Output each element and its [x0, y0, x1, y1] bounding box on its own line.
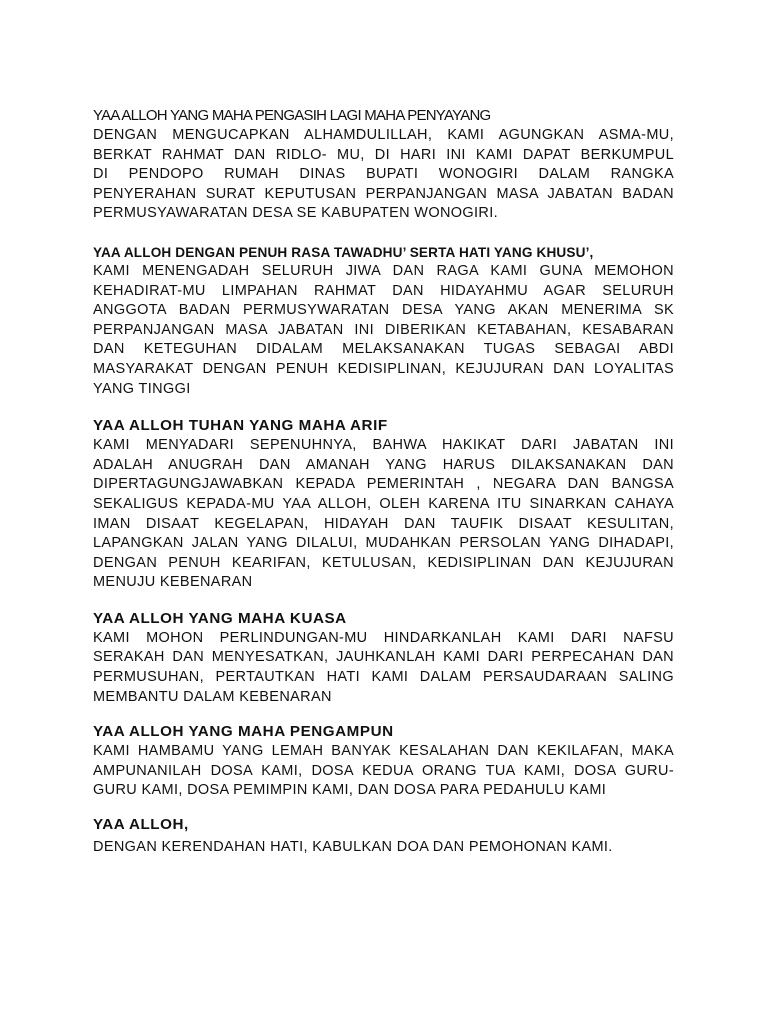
prayer-section-opening: [93, 106, 674, 224]
section-heading: YAA ALLOH YANG MAHA KUASA: [93, 609, 347, 627]
section-heading: YAA ALLOH DENGAN PENUH RASA TAWADHU’ SERTA HATI YANG KHUSU’,: [93, 244, 594, 260]
body-line: KAMI HAMBAMU YANG LEMAH BANYAK KESALAHAN DAN KEKILAFAN, MAKA: [93, 743, 674, 760]
section-body: [93, 436, 674, 593]
section-body: [93, 742, 674, 801]
body-line: KAMI MOHON PERLINDUNGAN-MU HINDARKANLAH KAMI DARI NAFSU: [93, 629, 674, 646]
prayer-section-maha-arif: [93, 416, 674, 593]
section-heading: YAA ALLOH YANG MAHA PENGASIH LAGI MAHA PENYAYANG: [93, 107, 491, 124]
body-line: DENGAN MENGUCAPKAN ALHAMDULILLAH, KAMI AGUNGKAN ASMA-MU,: [93, 127, 674, 143]
body-line: YANG TINGGI: [93, 380, 191, 397]
body-line: PERPANJANGAN MASA JABATAN INI DIBERIKAN KETABAHAN, KESABARAN: [93, 321, 674, 338]
section-heading: YAA ALLOH YANG MAHA PENGAMPUN: [93, 723, 394, 741]
body-line: GURU KAMI, DOSA PEMIMPIN KAMI, DAN DOSA PARA PEDAHULU KAMI: [93, 782, 607, 799]
body-line: SEKALIGUS KEPADA-MU YAA ALLOH, OLEH KARENA ITU SINARKAN CAHAYA: [93, 495, 674, 512]
body-line: ADALAH ANUGRAH DAN AMANAH YANG HARUS DILAKSANAKAN DAN: [93, 456, 674, 473]
section-body: [93, 629, 674, 707]
section-body: [93, 126, 674, 224]
body-line: ANGGOTA BADAN PERMUSYWARATAN DESA YANG AKAN MENERIMA SK: [93, 302, 674, 319]
section-heading: YAA ALLOH,: [93, 816, 189, 834]
body-line: DENGAN PENUH KEARIFAN, KETULUSAN, KEDISIPLINAN DAN KEJUJURAN: [93, 554, 674, 571]
prayer-section-maha-pengampun: [93, 722, 674, 801]
body-line: MEMBANTU DALAM KEBENARAN: [93, 688, 332, 705]
body-line: PERMUSYAWARATAN DESA SE KABUPATEN WONOGIRI.: [93, 205, 498, 222]
body-line: KEHADIRAT-MU LIMPAHAN RAHMAT DAN HIDAYAHMU AGAR SELURUH: [93, 282, 674, 299]
section-body: [93, 838, 674, 858]
body-line: BERKAT RAHMAT DAN RIDLO- MU, DI HARI INI KAMI DAPAT BERKUMPUL: [93, 146, 674, 163]
body-line: MASYARAKAT DENGAN PENUH KEDISIPLINAN, KEJUJURAN DAN LOYALITAS: [93, 360, 674, 377]
body-line: MENUJU KEBENARAN: [93, 574, 253, 591]
body-line: LAPANGKAN JALAN YANG DILALUI, MUDAHKAN PERSOLAN YANG DIHADAPI,: [93, 535, 674, 552]
body-line: DIPERTAGUNGJAWABKAN KEPADA PEMERINTAH , NEGARA DAN BANGSA: [93, 476, 674, 493]
prayer-section-maha-kuasa: [93, 609, 674, 707]
document-page: [93, 106, 674, 858]
body-line: DAN KETEGUHAN DIDALAM MELAKSANAKAN TUGAS SEBAGAI ABDI: [93, 341, 674, 358]
body-line: KAMI MENENGADAH SELURUH JIWA DAN RAGA KAMI GUNA MEMOHON: [93, 262, 674, 279]
body-line: IMAN DISAAT KEGELAPAN, HIDAYAH DAN TAUFIK DISAAT KESULITAN,: [93, 515, 674, 532]
body-line: PENYERAHAN SURAT KEPUTUSAN PERPANJANGAN MASA JABATAN BADAN: [93, 185, 674, 202]
body-line: KAMI MENYADARI SEPENUHNYA, BAHWA HAKIKAT DARI JABATAN INI: [93, 437, 674, 454]
section-body: [93, 262, 674, 399]
body-line: PERMUSUHAN, PERTAUTKAN HATI KAMI DALAM PERSAUDARAAN SALING: [93, 669, 674, 686]
body-line: DI PENDOPO RUMAH DINAS BUPATI WONOGIRI DALAM RANGKA: [93, 166, 674, 183]
body-line: SERAKAH DAN MENYESATKAN, JAUHKANLAH KAMI DARI PERPECAHAN DAN: [93, 649, 674, 666]
prayer-section-closing: [93, 815, 674, 858]
body-line: DENGAN KERENDAHAN HATI, KABULKAN DOA DAN PEMOHONAN KAMI.: [93, 839, 613, 856]
prayer-section-tawadhu: [93, 243, 674, 399]
body-line: AMPUNANILAH DOSA KAMI, DOSA KEDUA ORANG TUA KAMI, DOSA GURU-: [93, 762, 674, 779]
section-heading: YAA ALLOH TUHAN YANG MAHA ARIF: [93, 417, 388, 435]
